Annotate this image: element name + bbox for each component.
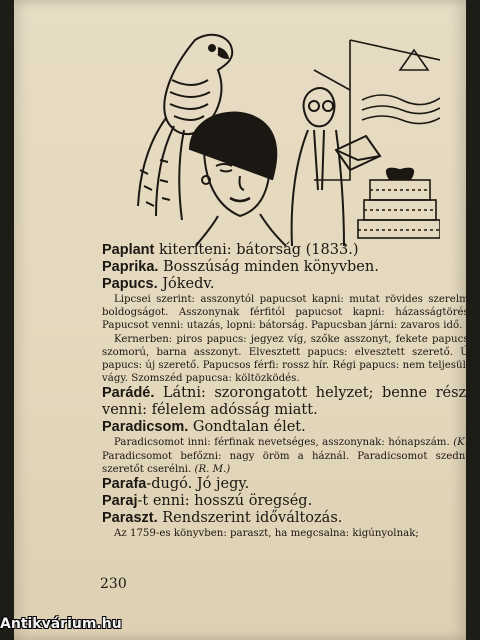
- paraszt-detail: Az 1759-es könyvben: paraszt, ha megcsalna: kigúnyolnak;: [114, 528, 419, 540]
- watermark-logo: Antikvárium.hu: [0, 616, 122, 632]
- definition: Rendszerint időváltozás.: [157, 510, 343, 527]
- entry-paprika: [102, 259, 472, 276]
- papucs-detail-1: Lipcsei szerint: asszonytól papucsot kapni: mutat rövides szerelmi boldogságot. Asszonynak férfitól papucsot kapni: házasságtörés. Papucsot venni: utazás, lopni: bátorság. Papucsban járni: zavaros idő.: [102, 294, 472, 332]
- headword: Paplant: [102, 242, 155, 258]
- entry-paraszt: [102, 510, 472, 527]
- headword: Paprika.: [102, 259, 159, 275]
- entry-paraj: [102, 493, 472, 510]
- definition: kiteríteni: bátorság (1833.): [154, 242, 359, 258]
- man-drawing: [292, 88, 380, 246]
- definition: Gondtalan élet.: [188, 419, 306, 436]
- entry-parade: [102, 385, 472, 419]
- page-number: 230: [100, 576, 127, 592]
- detail-text: Paradicsomot inni: férfinak nevetséges, asszonynak: hónapszám.: [114, 437, 450, 449]
- headword: Papucs.: [102, 276, 158, 292]
- headword: Parádé.: [102, 385, 155, 402]
- papucs-detail-2: Kernerben: piros papucs: jegyez víg, szőke asszonyt, fekete papucs: szomorú, barna asszonyt. Elvesztett papucs: elvesztett szerető. Új papucs: új szerető. Papucsos férfi: rossz hír. Régi papucs: nem teljesülő vágy. Szomszéd papucsa: költözködés.: [102, 333, 472, 385]
- paradicsom-detail: [102, 436, 472, 476]
- definition: Látni: szorongatott helyzet; benne részt venni: félelem adósság miatt.: [102, 385, 472, 419]
- source-abbrev-rm: (R. M.): [194, 463, 231, 475]
- definition: -t enni: hosszú öregség.: [137, 493, 313, 510]
- definition: -dugó. Jó jegy.: [146, 476, 250, 493]
- illustration: [100, 30, 440, 246]
- headword: Parafa: [102, 476, 147, 493]
- source-abbrev-k: (K.): [453, 437, 472, 449]
- headword: Paraj: [102, 493, 138, 510]
- entry-paradicsom: [102, 419, 472, 436]
- entry-paplant: [102, 242, 472, 259]
- shop-window-drawing: [314, 40, 440, 238]
- entry-parafa: [102, 476, 472, 493]
- book-page: [14, 0, 472, 640]
- headword: Paraszt.: [102, 510, 158, 527]
- woman-drawing: [190, 113, 286, 246]
- headword: Paradicsom.: [102, 419, 189, 436]
- dictionary-text: [102, 242, 472, 540]
- detail-text: Paradicsomot befőzni: nagy öröm a háznál. Paradicsomot szedni: szeretőt cserélni.: [102, 450, 472, 475]
- definition: Bosszúság minden könyvben.: [158, 259, 379, 275]
- definition: Jókedv.: [157, 276, 215, 292]
- entry-papucs: [102, 276, 472, 293]
